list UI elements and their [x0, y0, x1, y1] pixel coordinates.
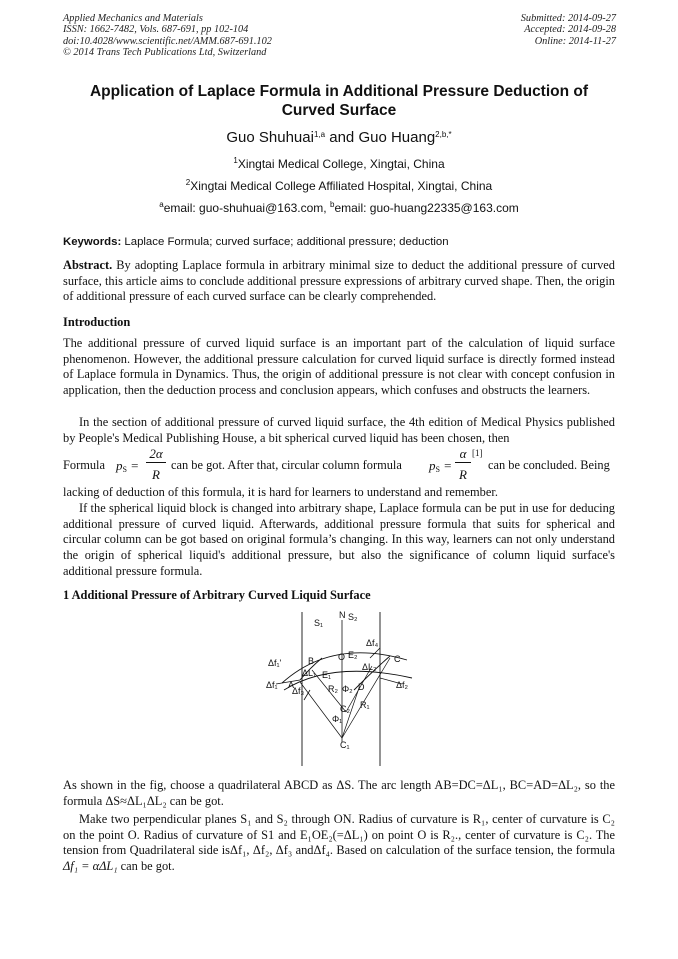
section-1-paragraph-2: Make two perpendicular planes S₁ and S₂ through ON. Radius of curvature is R₁, center of curvature is C₂ on the point O. Radius of curvature of S1 and E₁OE₂(=ΔL₁) on point O is R₂., center of curvature is C₂. The tension from Quadrilateral side isΔf₁, Δf₂, Δf₃ andΔf₄. Based on calculation of the surface tension, the formula Δf₁ = αΔL₁ can be got. — [63, 812, 615, 874]
label-c2: C₂ — [340, 704, 350, 714]
author-2: Guo Huang — [358, 129, 436, 146]
label-phi2: Φ₂ — [342, 684, 353, 694]
journal-header-right — [521, 13, 616, 47]
label-b: B — [308, 656, 315, 666]
abstract — [63, 258, 615, 305]
online-date: Online: 2014-11-27 — [534, 35, 616, 47]
formula-mid-text: can be got. After that, circular column formula — [171, 458, 402, 472]
intro-paragraph-2: In the section of additional pressure of curved liquid surface, the 4th edition of Medical Physics published by People's Medical Publishing House, a bit spherical curved liquid has been chosen, then — [63, 415, 615, 445]
intro-paragraph-2-cont: lacking of deduction of this formula, it is hard for learners to understand and remember. — [63, 485, 498, 499]
formula-2-numerator: α — [455, 446, 471, 463]
formula-word: Formula — [63, 458, 105, 472]
label-phi1: Φ₁ — [332, 714, 343, 724]
accepted-date: Accepted: 2014-09-28 — [524, 24, 616, 36]
label-df3: Δf₃ — [292, 686, 305, 696]
issn-line: ISSN: 1662-7482, Vols. 687-691, pp 102-104 — [63, 24, 249, 36]
email-line: $^a$email: guo-shuhuai@163.com, $^b$email: guo-huang22335@163.com — [159, 200, 519, 215]
author-and: and — [325, 129, 359, 146]
label-r1: R₁ — [360, 700, 370, 710]
journal-name: Applied Mechanics and Materials — [63, 13, 203, 24]
keywords-label: Keywords: — [63, 236, 122, 248]
formula-line — [63, 446, 615, 486]
label-a: A — [288, 680, 295, 690]
label-e1: E₁ — [322, 670, 332, 680]
copyright-line: © 2014 Trans Tech Publications Ltd, Switzerland — [63, 47, 267, 59]
abstract-text: By adopting Laplace formula in arbitrary minimal size to deduct the additional pressure of curved surface, this article aims to conclude additional pressure expressions of arbitrary curved shape. Then, the origin of additional pressure of each curved surface can be clearly comprehended. — [63, 258, 615, 304]
section-1-heading: 1 Additional Pressure of Arbitrary Curved Liquid Surface — [63, 588, 371, 602]
affiliation-1: $^1$Xingtai Medical College, Xingtai, China — [233, 156, 445, 171]
label-d: D — [358, 682, 365, 692]
intro-paragraph-1: The additional pressure of curved liquid surface is an important part of the calculation of liquid surface phenomenon. However, the additional pressure calculation for curved liquid surface is directly formed instead of Laplace formula in Dynamics. Thus, the origin of additional pressure is not clear with concept confusion in application, then the deduction process and conclusion appears, which confuses and obstructs the learners. — [63, 336, 615, 398]
doi-line: doi:10.4028/www.scientific.net/AMM.687-691.102 — [63, 35, 272, 47]
label-df1: Δf₁ — [266, 680, 278, 690]
keywords-text: Laplace Formula; curved surface; additional pressure; deduction — [121, 236, 449, 248]
intro-paragraph-3: If the spherical liquid block is changed into arbitrary shape, Laplace formula can be put in use for deducing additional pressure of curved liquid. Afterwards, additional pressure formula that suits for spherical and circular column can be got based on original formula’s changing. In this way, learners can not only understand the origin of spherical liquid's additional pressure, but also the significance of column liquid surface's additional pressure formula. — [63, 501, 615, 578]
label-r2: R₂ — [328, 684, 338, 694]
submitted-date: Submitted: 2014-09-27 — [520, 13, 616, 24]
author-1: Guo Shuhuai — [226, 129, 314, 146]
paper-title: Application of Laplace Formula in Additional Pressure Deduction of Curved Surface — [89, 83, 589, 119]
label-e2: E₂ — [348, 650, 358, 660]
author-1-sup: 1,a — [313, 130, 326, 139]
tension-formula: Δf₁ = αΔL₁ — [63, 859, 118, 874]
section-1-paragraph-1: As shown in the fig, choose a quadrilateral ABCD as ΔS. The arc length AB=DC=ΔL₁, BC=AD=ΔL₂, so the formula ΔS≈ΔL₁ΔL₂ can be got. — [63, 778, 615, 808]
formula-1-numerator: 2α — [146, 446, 166, 463]
author-2-sup: 2,b,* — [435, 130, 452, 139]
citation-ref[interactable]: [1] — [472, 448, 483, 458]
formula-end-text: can be concluded. Being — [488, 458, 610, 472]
label-df1-prime: Δf₁' — [268, 658, 282, 668]
journal-header-left — [63, 13, 272, 59]
email-b[interactable]: email: guo-huang22335@163.com — [334, 201, 519, 215]
email-a[interactable]: email: guo-shuhuai@163.com, — [163, 201, 330, 215]
formula-2-denominator: R — [459, 467, 467, 482]
label-df2: Δf₂ — [396, 680, 409, 690]
label-o: O — [338, 652, 346, 662]
label-c: C — [394, 654, 401, 664]
label-s1: S₁ — [314, 618, 324, 628]
label-df4: Δf₄ — [366, 638, 379, 648]
author-line — [0, 129, 678, 146]
label-dl2: ΔL₂ — [362, 662, 377, 672]
label-c1: C₁ — [340, 740, 350, 750]
intro-heading: Introduction — [63, 315, 131, 329]
curved-surface-figure — [262, 608, 422, 768]
abstract-label: Abstract. — [63, 258, 113, 272]
formula-1-denominator: R — [152, 467, 160, 482]
label-dl1: ΔL₁ — [302, 668, 317, 678]
keywords — [63, 236, 615, 248]
label-n: N — [339, 610, 346, 620]
label-s2: S₂ — [348, 612, 358, 622]
affiliation-2: $^2$Xingtai Medical College Affiliated Hospital, Xingtai, China — [185, 178, 493, 193]
formula-1-lhs: $p_S$ = — [116, 458, 139, 474]
formula-2-lhs: $p_S$ = — [429, 458, 452, 474]
